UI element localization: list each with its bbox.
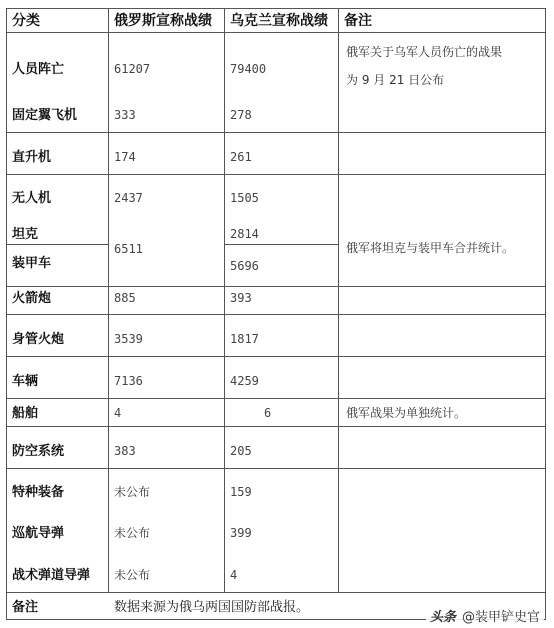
row-category: 固定翼飞机 <box>12 108 78 123</box>
row-ukraine-value: 278 <box>230 108 252 122</box>
row-category: 装甲车 <box>12 256 52 271</box>
row-russia-value: 未公布 <box>114 526 151 540</box>
row-ukraine-value: 205 <box>230 444 252 458</box>
rule-ships <box>6 426 546 427</box>
row-category: 车辆 <box>12 374 39 389</box>
watermark-logo: 头条 <box>429 610 456 625</box>
row-russia-value: 2437 <box>114 191 143 205</box>
row-category: 直升机 <box>12 150 52 165</box>
row-category: 人员阵亡 <box>12 62 65 77</box>
row-russia-value: 885 <box>114 291 136 305</box>
border-left <box>6 8 7 620</box>
row-russia-value: 未公布 <box>114 485 151 499</box>
row-russia-value: 未公布 <box>114 568 151 582</box>
col-divider-3 <box>338 8 339 593</box>
header-category: 分类 <box>12 13 40 29</box>
remark-ships: 俄军战果为单独统计。 <box>346 406 467 420</box>
col-divider-1 <box>108 8 109 593</box>
row-ukraine-value: 4 <box>230 568 238 582</box>
row-category: 战术弹道导弹 <box>12 568 91 583</box>
row-ukraine-value: 6 <box>264 406 272 420</box>
row-ukraine-value: 79400 <box>230 62 267 76</box>
row-ukraine-value: 5696 <box>230 259 259 273</box>
row-russia-value: 383 <box>114 444 136 458</box>
border-right <box>545 8 546 620</box>
row-russia-value: 61207 <box>114 62 151 76</box>
header-ukraine-claim: 乌克兰宣称战绩 <box>230 13 328 29</box>
row-ukraine-value: 159 <box>230 485 252 499</box>
rule-armored <box>6 286 546 287</box>
remark-personnel-line2: 为 9 月 21 日公布 <box>346 73 445 87</box>
row-category: 巡航导弹 <box>12 526 65 541</box>
rule-tank-right <box>224 244 338 245</box>
row-category: 火箭炮 <box>12 291 52 306</box>
row-category: 船舶 <box>12 406 39 421</box>
row-ukraine-value: 2814 <box>230 227 259 241</box>
remark-personnel-line1: 俄军关于乌军人员伤亡的战果 <box>346 45 503 59</box>
row-ukraine-value: 393 <box>230 291 252 305</box>
watermark-account: @装甲铲史官 <box>461 610 540 625</box>
header-remarks: 备注 <box>344 13 372 29</box>
row-category: 身管火炮 <box>12 332 65 347</box>
row-ukraine-value: 399 <box>230 526 252 540</box>
row-category: 无人机 <box>12 191 52 206</box>
row-russia-value: 333 <box>114 108 136 122</box>
rule-rocket <box>6 314 546 315</box>
watermark <box>426 605 544 626</box>
rule-top <box>6 8 546 9</box>
row-russia-value: 6511 <box>114 242 143 256</box>
row-russia-value: 3539 <box>114 332 143 346</box>
rule-tactical <box>6 592 546 593</box>
rule-header <box>6 32 546 33</box>
row-russia-value: 4 <box>114 406 122 420</box>
rule-helicopter <box>6 174 546 175</box>
rule-artillery <box>6 356 546 357</box>
row-ukraine-value: 4259 <box>230 374 259 388</box>
rule-personnel <box>6 132 546 133</box>
col-divider-2 <box>224 8 225 593</box>
row-russia-value: 7136 <box>114 374 143 388</box>
header-russia-claim: 俄罗斯宣称战绩 <box>114 13 212 29</box>
footer-label: 备注 <box>12 600 39 615</box>
row-category: 特种装备 <box>12 485 65 500</box>
row-russia-value: 174 <box>114 150 136 164</box>
row-category: 防空系统 <box>12 444 65 459</box>
row-ukraine-value: 1505 <box>230 191 259 205</box>
row-ukraine-value: 261 <box>230 150 252 164</box>
rule-vehicles <box>6 398 546 399</box>
footer-text: 数据来源为俄乌两国国防部战报。 <box>114 600 310 615</box>
rule-tank-left <box>6 244 108 245</box>
rule-air-defense <box>6 468 546 469</box>
row-ukraine-value: 1817 <box>230 332 259 346</box>
data-table <box>6 8 546 620</box>
row-category: 坦克 <box>12 227 39 242</box>
remark-tank-armored: 俄军将坦克与装甲车合并统计。 <box>346 241 515 255</box>
